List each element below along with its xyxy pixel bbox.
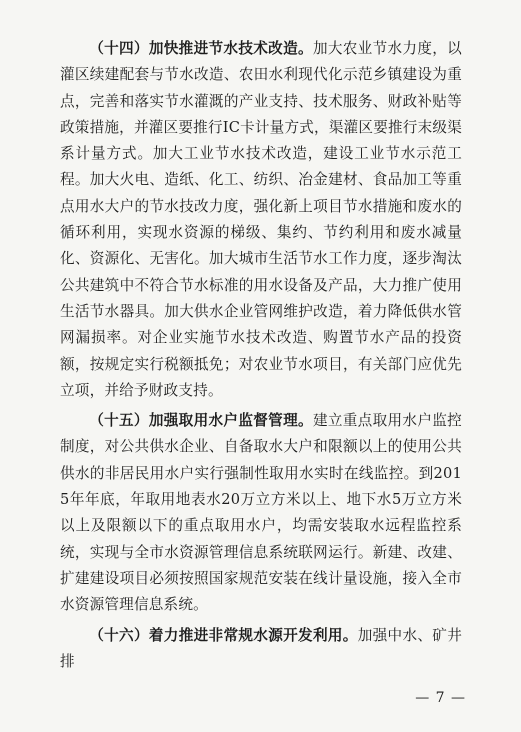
- document-body: [60, 36, 462, 679]
- paragraph-15: [60, 408, 462, 618]
- paragraph-16: [60, 623, 462, 676]
- page-number: — 7 —: [415, 690, 466, 706]
- paragraph-heading: （十六）着力推进非常规水源开发利用。: [89, 626, 358, 644]
- paragraph-text: 建立重点取用水户监控制度，对公共供水企业、自备取水大户和限额以上的使用公共供水的非居民用水户实行强制性取用水实时在线监控。到2015年年底，年取用地表水20万立方米以上、地下水5万立方米以上及限额以下的重点取用水户，均需安装取水远程监控系统，实现与全市水资源管理信息系统联网运行。新建、改建、扩建建设项目必须按照国家规范安装在线计量设施，接入全市水资源管理信息系统。: [60, 412, 462, 614]
- paragraph-heading: （十四）加快推进节水技术改造。: [89, 40, 313, 57]
- paragraph-text: 加大农业节水力度，以灌区续建配套与节水改造、农田水利现代化示范乡镇建设为重点，完善和落实节水灌溉的产业支持、技术服务、财政补贴等政策措施，并灌区要推行IC卡计量方式，渠灌区要推行末级渠系计量方式。加大工业节水技术改造，建设工业节水示范工程。加大火电、造纸、化工、纺织、冶金建材、食品加工等重点用水大户的节水技改力度，强化新上项目节水措施和废水的循环利用，实现水资源的梯级、集约、节约利用和废水减量化、资源化、无害化。加大城市生活节水工作力度，逐步淘汰公共建筑中不符合节水标准的用水设备及产品，大力推广使用生活节水器具。加大供水企业管网维护改造，着力降低供水管网漏损率。对企业实施节水技术改造、购置节水产品的投资额，按规定实行税额抵免；对农业节水项目，有关部门应优先立项，并给予财政支持。: [60, 40, 462, 399]
- paragraph-14: [60, 36, 462, 404]
- paragraph-text: 加强中水、矿井排: [60, 626, 462, 670]
- paragraph-heading: （十五）加强取用水户监督管理。: [89, 412, 313, 430]
